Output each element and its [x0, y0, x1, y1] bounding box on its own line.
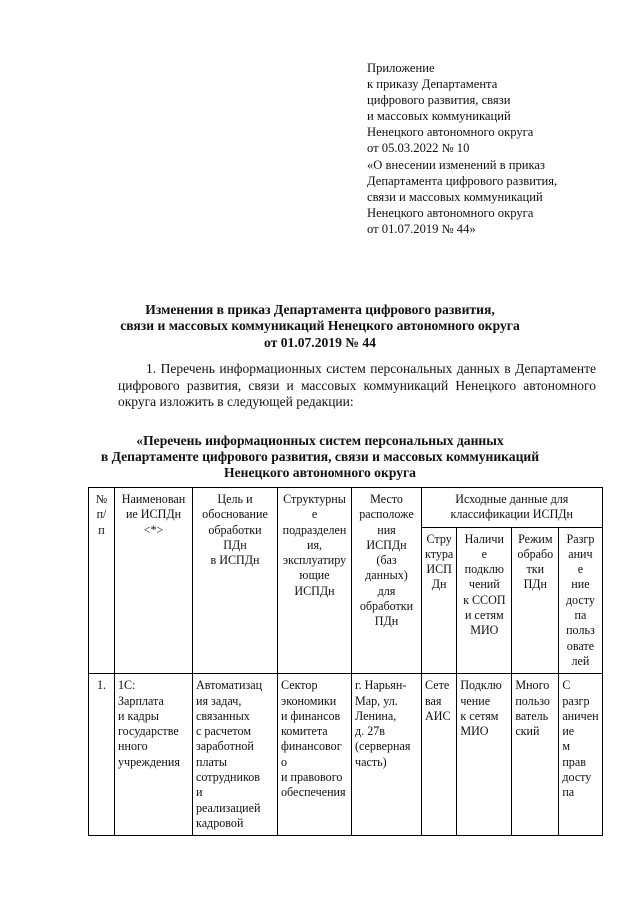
- cell-line: ский: [515, 724, 540, 739]
- cell-line: Стру: [426, 531, 452, 546]
- cell-line: нного: [118, 739, 148, 754]
- cell-line: Зарплата: [118, 693, 164, 708]
- cell-line: Место: [370, 492, 403, 506]
- cell-mode: [512, 674, 559, 836]
- cell-line: ие: [562, 724, 575, 739]
- title-line: Изменения в приказ Департамента цифрового развития,: [145, 302, 495, 317]
- cell-line: ние: [571, 577, 590, 592]
- table-header-row: [89, 488, 603, 528]
- cell-line: Сектор: [281, 678, 318, 693]
- cell-line: сотрудников: [196, 770, 260, 785]
- cell-line: обработки: [359, 599, 414, 614]
- cell-line: Сете: [425, 678, 450, 693]
- cell-line: обрабо: [517, 546, 554, 561]
- appendix-line: от 05.03.2022 № 10: [367, 141, 470, 156]
- cell-line: е: [311, 507, 318, 522]
- cell-line: прав: [562, 754, 586, 769]
- cell-line: реализацией: [196, 800, 261, 815]
- cell-line: Цель и: [217, 492, 253, 506]
- cell-line: лей: [571, 653, 590, 668]
- cell-line: подразделен: [282, 522, 347, 537]
- cell-line: Наличи: [464, 531, 504, 546]
- cell-line: и сетям: [464, 608, 504, 623]
- header-access: [559, 527, 602, 674]
- cell-line: Структурны: [283, 492, 346, 506]
- cell-line: Подклю: [460, 678, 502, 693]
- cell-line: е: [577, 562, 584, 577]
- header-location: [352, 488, 422, 674]
- header-source-group: [422, 488, 603, 528]
- paragraph-line: 1. Перечень информационных систем персональных данных в Департаменте: [146, 361, 596, 376]
- cell-line: ПДн: [374, 614, 399, 629]
- header-units: [278, 488, 352, 674]
- appendix-block: [367, 60, 607, 237]
- header-purpose: [193, 488, 278, 674]
- title-line: от 01.07.2019 № 44: [264, 334, 376, 350]
- cell-line: классификации ИСПДн: [450, 507, 574, 522]
- cell-structure: [422, 674, 457, 836]
- cell-line: ИСПДн: [366, 537, 407, 552]
- cell-line: МИО: [460, 724, 489, 739]
- cell-line: па: [574, 608, 587, 623]
- cell-line: расположе: [359, 507, 414, 522]
- appendix-line: от 01.07.2019 № 44»: [367, 221, 476, 236]
- title-line: связи и массовых коммуникаций Ненецкого автономного округа: [120, 318, 520, 334]
- header-name: [115, 488, 193, 674]
- cell-line: государстве: [118, 724, 179, 739]
- cell-line: АИС: [425, 708, 451, 723]
- cell-line: платы: [196, 754, 227, 769]
- cell-line: №: [95, 492, 108, 506]
- appendix-line: Ненецкого автономного округа: [367, 125, 534, 140]
- cell-line: овате: [566, 638, 595, 653]
- cell-line: связанных: [196, 708, 250, 723]
- cell-line: Исходные данные для: [455, 492, 569, 506]
- cell-line: Ленина,: [355, 708, 397, 723]
- list-title-line: Ненецкого автономного округа: [224, 465, 416, 481]
- cell-line: финансовог: [281, 739, 342, 754]
- cell-line: и: [196, 785, 203, 800]
- cell-line: комитета: [281, 724, 328, 739]
- cell-line: и правового: [281, 770, 343, 785]
- cell-name: [115, 674, 193, 836]
- list-title: [100, 433, 540, 482]
- cell-line: чение: [460, 693, 491, 708]
- cell-connections: [457, 674, 512, 836]
- cell-line: е: [481, 546, 487, 561]
- cell-line: (баз: [376, 553, 397, 568]
- cell-line: Режим: [518, 531, 553, 546]
- cell-line: экономики: [281, 693, 337, 708]
- cell-line: С: [562, 678, 571, 693]
- cell-line: к ССОП: [463, 592, 506, 607]
- cell-line: разгр: [562, 693, 590, 708]
- cell-line: Автоматизац: [196, 678, 263, 693]
- cell-line: пользо: [515, 693, 550, 708]
- cell-line: Наименован: [121, 492, 186, 506]
- cell-line: <*>: [143, 522, 164, 537]
- cell-purpose: [193, 674, 278, 836]
- list-title-line: «Перечень информационных систем персональных данных: [136, 433, 504, 448]
- cell-line: п/: [96, 507, 107, 522]
- cell-line: Мар, ул.: [355, 693, 398, 708]
- appendix-line: Приложение: [367, 61, 435, 75]
- cell-line: ПДн: [523, 577, 548, 592]
- cell-line: вая: [425, 693, 442, 708]
- cell-line: ие ИСПДн: [125, 507, 182, 522]
- paragraph-line: цифрового развития, связи и массовых коммуникаций Ненецкого автономного: [118, 377, 596, 393]
- cell-line: к сетям: [460, 708, 499, 723]
- cell-line: 1.: [96, 678, 107, 693]
- list-title-line: в Департаменте цифрового развития, связи и массовых коммуникаций: [100, 449, 540, 465]
- cell-line: ия задач,: [196, 693, 242, 708]
- cell-line: тки: [526, 562, 545, 577]
- document-title: [100, 302, 540, 351]
- header-num: [89, 488, 115, 674]
- cell-line: обеспечения: [281, 785, 346, 800]
- cell-line: и финансов: [281, 708, 341, 723]
- cell-line: досту: [562, 770, 592, 785]
- cell-line: м: [562, 739, 570, 754]
- cell-location: [352, 674, 422, 836]
- cell-access: [559, 674, 602, 836]
- cell-line: ИСПДн: [294, 583, 335, 598]
- appendix-line: цифрового развития, связи: [367, 93, 511, 108]
- cell-line: чений: [468, 577, 500, 592]
- cell-units: [278, 674, 352, 836]
- cell-line: МИО: [470, 623, 499, 638]
- paragraph-1: [118, 361, 596, 411]
- cell-line: ПДн: [223, 537, 247, 552]
- header-structure: [422, 527, 457, 674]
- cell-line: польз: [566, 623, 595, 638]
- cell-line: 1С:: [118, 678, 136, 693]
- cell-line: часть): [355, 754, 387, 769]
- cell-line: и кадры: [118, 708, 159, 723]
- appendix-line: связи и массовых коммуникаций: [367, 189, 543, 204]
- appendix-line: «О внесении изменений в приказ: [367, 157, 545, 172]
- appendix-line: к приказу Департамента: [367, 77, 498, 92]
- cell-line: с расчетом: [196, 724, 251, 739]
- cell-line: учреждения: [118, 754, 180, 769]
- cell-line: досту: [565, 592, 595, 607]
- cell-line: па: [562, 785, 575, 800]
- cell-line: эксплуатиру: [282, 553, 347, 568]
- cell-line: для: [377, 583, 396, 598]
- cell-line: анич: [568, 546, 593, 561]
- header-mode: [512, 527, 559, 674]
- cell-line: ватель: [515, 708, 549, 723]
- cell-line: аничен: [562, 708, 599, 723]
- cell-line: Много: [515, 678, 550, 693]
- appendix-line: и массовых коммуникаций: [367, 109, 511, 124]
- cell-line: ктура: [425, 546, 454, 561]
- cell-line: ия,: [306, 537, 323, 552]
- cell-line: в ИСПДн: [210, 553, 260, 568]
- cell-line: обработки: [208, 522, 262, 537]
- cell-line: Разгр: [566, 531, 595, 546]
- cell-line: Дн: [431, 577, 447, 592]
- cell-line: о: [281, 754, 288, 769]
- cell-line: кадровой: [196, 815, 244, 830]
- cell-line: ющие: [299, 568, 330, 583]
- cell-line: данных): [365, 568, 408, 583]
- cell-line: п: [98, 522, 105, 537]
- ispdn-table: [88, 487, 603, 836]
- cell-line: обоснование: [202, 507, 268, 522]
- cell-line: ния: [377, 522, 396, 537]
- cell-line: г. Нарьян-: [355, 678, 407, 693]
- paragraph-line: округа изложить в следующей редакции:: [118, 394, 354, 410]
- cell-line: д. 27в: [355, 724, 386, 739]
- cell-line: заработной: [196, 739, 254, 754]
- cell-line: (серверная: [355, 739, 411, 754]
- table-row: [89, 674, 603, 836]
- cell-line: ИСП: [426, 562, 452, 577]
- header-connections: [457, 527, 512, 674]
- cell-num: [89, 674, 115, 836]
- appendix-line: Департамента цифрового развития,: [367, 173, 558, 188]
- appendix-line: Ненецкого автономного округа: [367, 205, 534, 220]
- cell-line: подклю: [464, 562, 504, 577]
